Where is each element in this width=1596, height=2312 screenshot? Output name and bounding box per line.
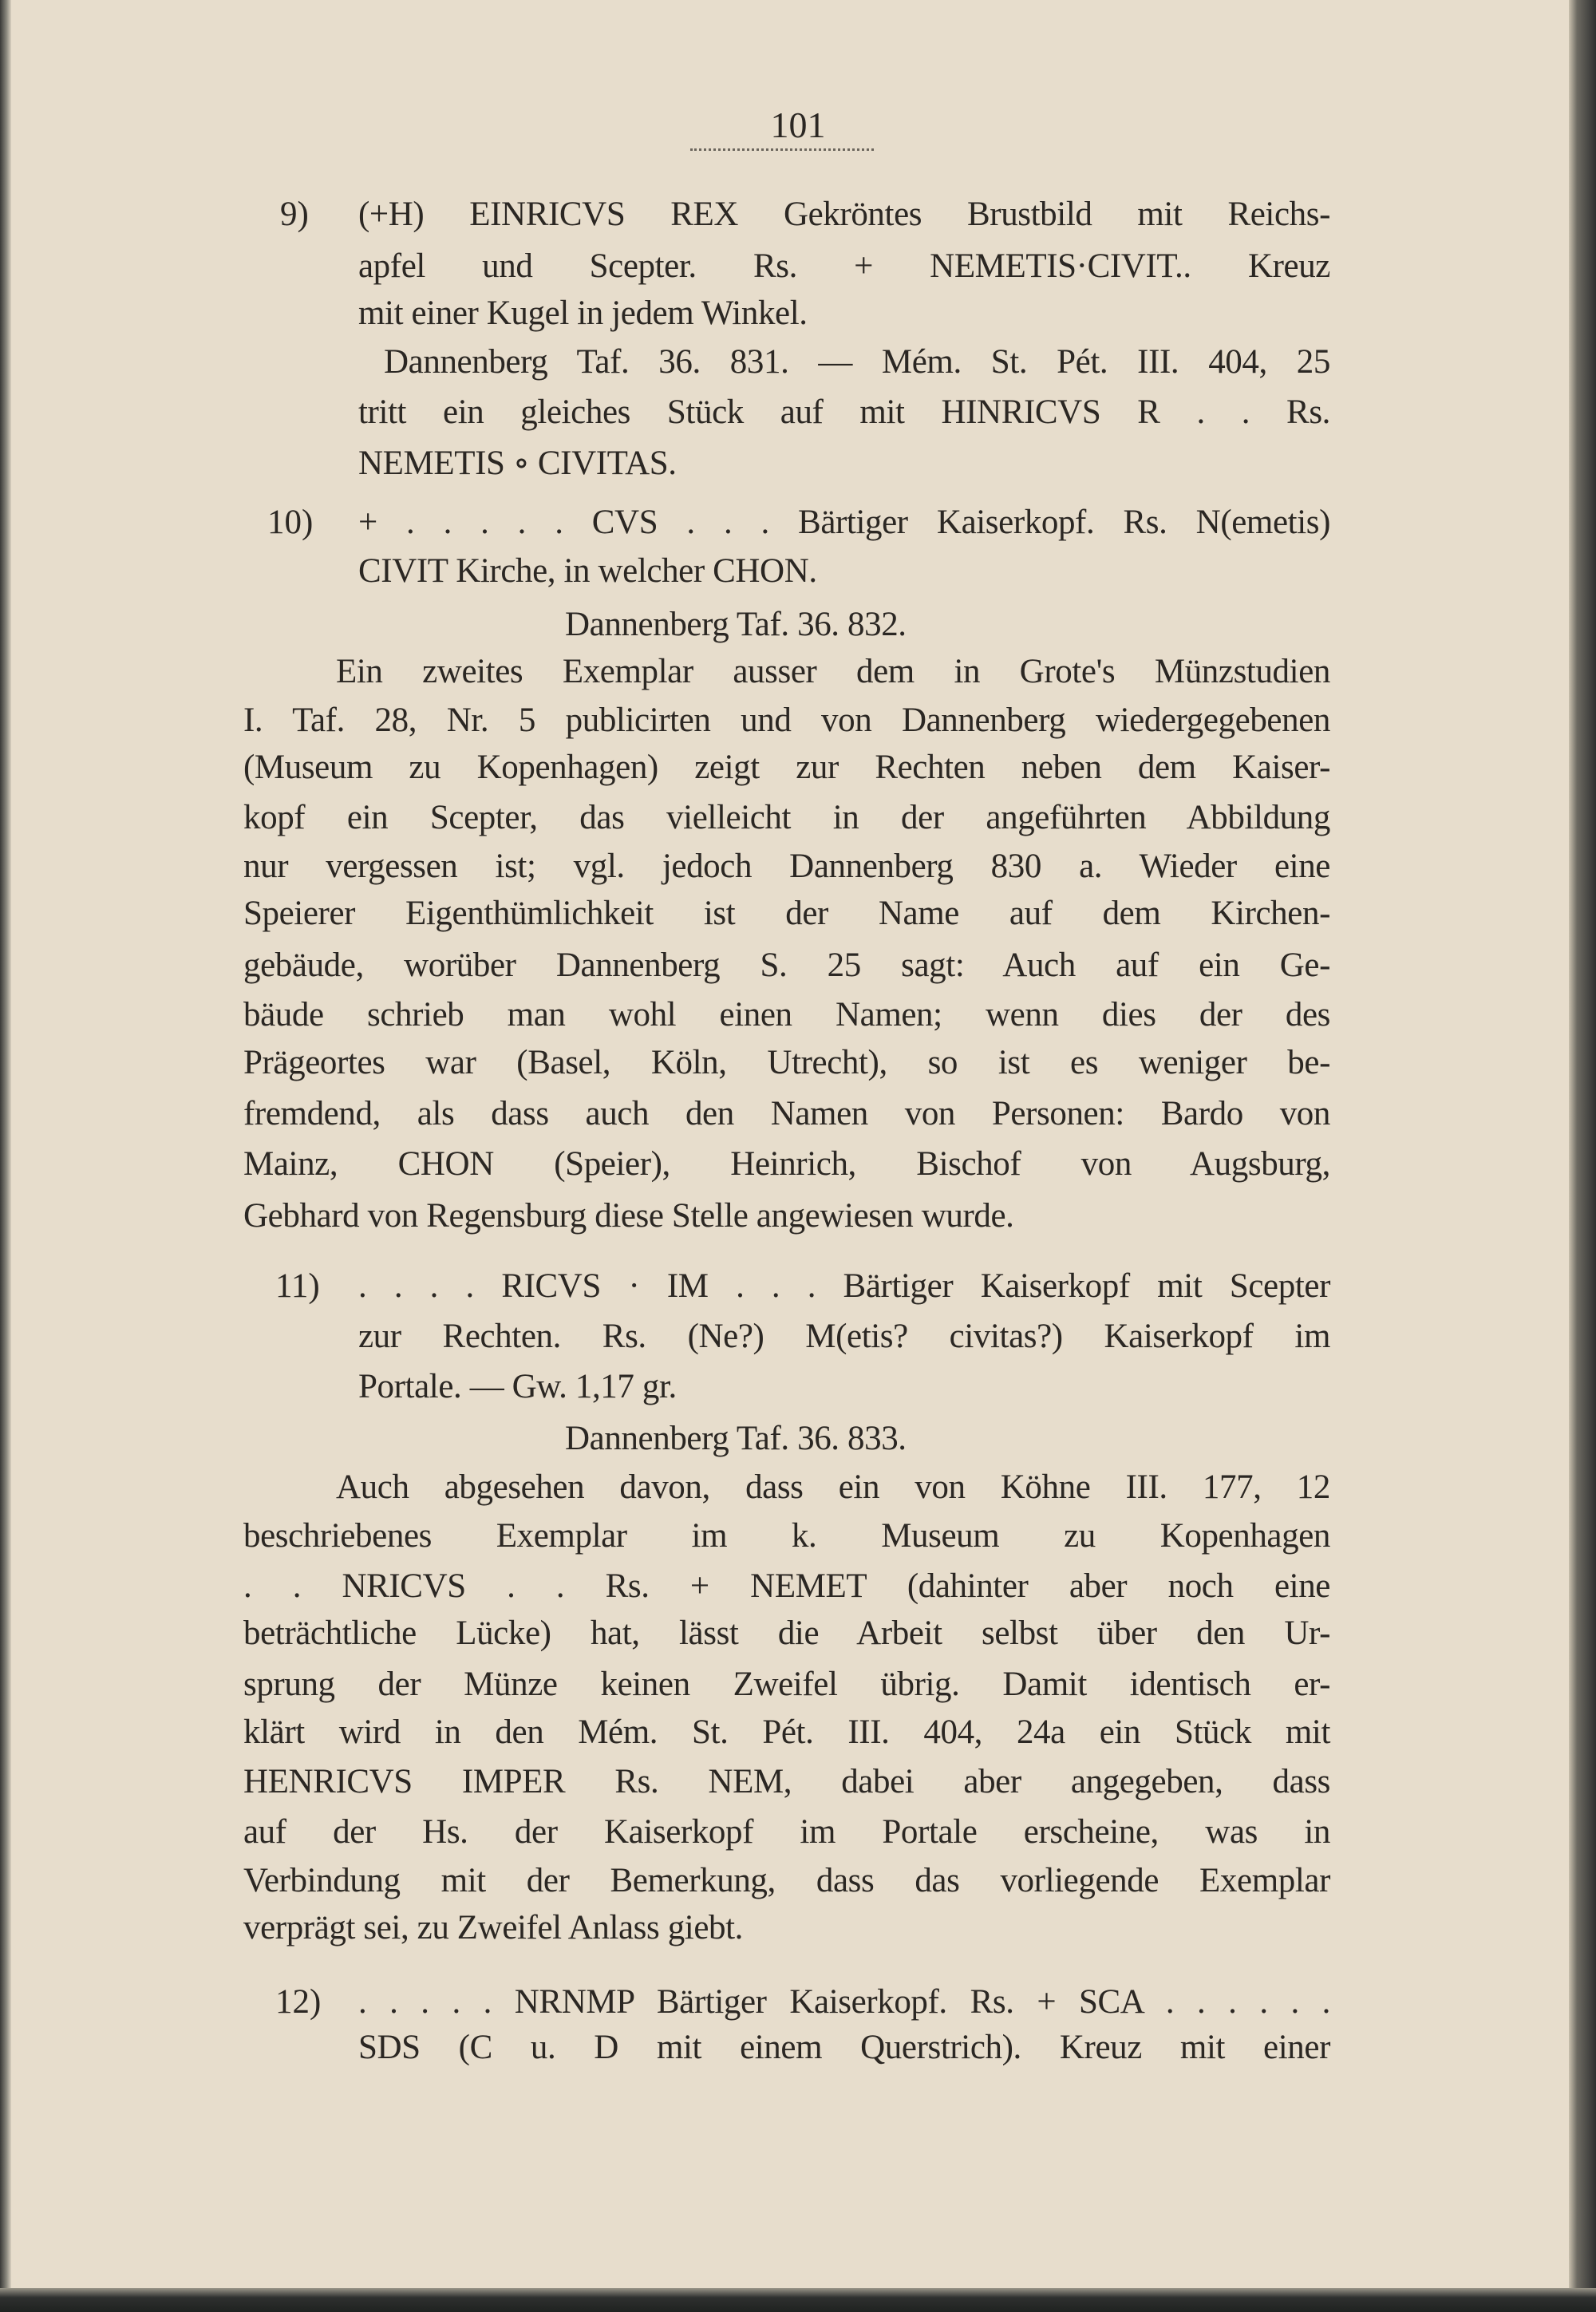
text-line: Gebhard von Regensburg diese Stelle angewiesen wurde. xyxy=(243,1197,1014,1235)
text-line: verprägt sei, zu Zweifel Anlass giebt. xyxy=(243,1909,744,1946)
text-line: Auch abgesehen davon, dass ein von Köhne III. 177, 12 xyxy=(336,1468,1330,1506)
text-line: sprung der Münze keinen Zweifel übrig. Damit identisch er- xyxy=(243,1666,1330,1703)
text-line: zur Rechten. Rs. (Ne?) M(etis? civitas?) Kaiserkopf im xyxy=(358,1318,1330,1355)
text-line: Dannenberg Taf. 36. 833. xyxy=(565,1420,907,1457)
entry-number: 12) xyxy=(275,1983,322,2021)
text-line: . . NRICVS . . Rs. + NEMET (dahinter aber noch eine xyxy=(243,1567,1330,1605)
text-line: beschriebenes Exemplar im k. Museum zu Kopenhagen xyxy=(243,1517,1330,1555)
entry-number: 9) xyxy=(280,196,309,233)
text-line: beträchtliche Lücke) hat, lässt die Arbeit selbst über den Ur- xyxy=(243,1614,1330,1652)
text-line: Verbindung mit der Bemerkung, dass das vorliegende Exemplar xyxy=(243,1862,1330,1899)
text-line: Ein zweites Exemplar ausser dem in Grote's Münzstudien xyxy=(336,653,1330,690)
entry-number: 11) xyxy=(275,1267,320,1305)
page-number: 101 xyxy=(770,105,826,145)
text-line: Dannenberg Taf. 36. 831. — Mém. St. Pét. III. 404, 25 xyxy=(384,343,1330,381)
text-line: . . . . . NRNMP Bärtiger Kaiserkopf. Rs. + SCA . . . . . . xyxy=(358,1983,1330,2021)
page-edge-right xyxy=(1569,0,1596,2312)
text-line: klärt wird in den Mém. St. Pét. III. 404, 24a ein Stück mit xyxy=(243,1713,1330,1751)
text-line: Speierer Eigenthümlichkeit ist der Name auf dem Kirchen- xyxy=(243,895,1330,932)
text-line: Prägeortes war (Basel, Köln, Utrecht), so ist es weniger be- xyxy=(243,1044,1330,1081)
text-line: auf der Hs. der Kaiserkopf im Portale erscheine, was in xyxy=(243,1813,1330,1851)
text-line: nur vergessen ist; vgl. jedoch Dannenberg 830 a. Wieder eine xyxy=(243,848,1330,885)
text-line: Mainz, CHON (Speier), Heinrich, Bischof von Augsburg, xyxy=(243,1145,1330,1183)
text-line: gebäude, worüber Dannenberg S. 25 sagt: Auch auf ein Ge- xyxy=(243,947,1330,984)
text-line: tritt ein gleiches Stück auf mit HINRICVS R . . Rs. xyxy=(358,393,1330,431)
page-number-rule xyxy=(690,148,874,151)
text-line: Portale. — Gw. 1,17 gr. xyxy=(358,1368,677,1405)
text-line: + . . . . . CVS . . . Bärtiger Kaiserkopf. Rs. N(emetis) xyxy=(358,504,1330,541)
page-edge-left xyxy=(0,0,11,2312)
text-line: bäude schrieb man wohl einen Namen; wenn dies der des xyxy=(243,996,1330,1033)
text-line: fremdend, als dass auch den Namen von Personen: Bardo von xyxy=(243,1095,1330,1132)
text-line: I. Taf. 28, Nr. 5 publicirten und von Dannenberg wiedergegebenen xyxy=(243,702,1330,739)
text-line: HENRICVS IMPER Rs. NEM, dabei aber angegeben, dass xyxy=(243,1763,1330,1800)
text-line: kopf ein Scepter, das vielleicht in der angeführten Abbildung xyxy=(243,799,1330,836)
text-line: CIVIT Kirche, in welcher CHON. xyxy=(358,552,817,590)
text-line: apfel und Scepter. Rs. + NEMETIS·CIVIT.. Kreuz xyxy=(358,247,1330,285)
text-line: NEMETIS ∘ CIVITAS. xyxy=(358,445,677,482)
text-line: (Museum zu Kopenhagen) zeigt zur Rechten neben dem Kaiser- xyxy=(243,749,1330,786)
page-edge-bottom xyxy=(0,2288,1596,2312)
entry-number: 10) xyxy=(267,504,314,541)
text-line: SDS (C u. D mit einem Querstrich). Kreuz mit einer xyxy=(358,2029,1330,2066)
text-line: mit einer Kugel in jedem Winkel. xyxy=(358,294,808,332)
text-line: (+H) EINRICVS REX Gekröntes Brustbild mit Reichs- xyxy=(358,196,1330,233)
text-line: Dannenberg Taf. 36. 832. xyxy=(565,606,907,643)
text-line: . . . . RICVS · IM . . . Bärtiger Kaiserkopf mit Scepter xyxy=(358,1267,1330,1305)
